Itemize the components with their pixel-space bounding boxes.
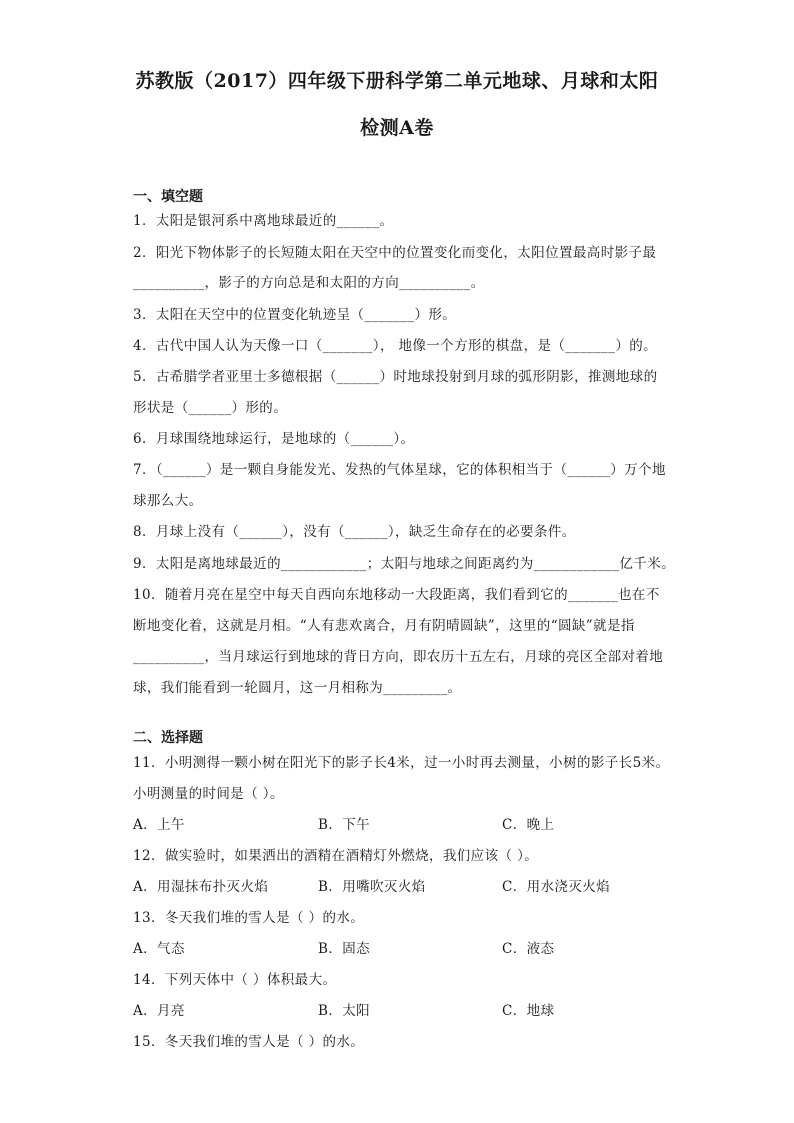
document-title: 苏教版（2017）四年级下册科学第二单元地球、月球和太阳	[135, 70, 659, 92]
question-10-line-2: 断地变化着，这就是月相。“人有悲欢离合，月有阴晴圆缺”，这里的“圆缺”就是指	[133, 618, 635, 634]
question-11-option-b: B．下午	[318, 817, 371, 833]
question-10-line-1: 10．随着月亮在星空中每天自西向东地移动一大段距离，我们看到它的_______也在不	[133, 587, 660, 603]
question-2-line-1: 2．阳光下物体影子的长短随太阳在天空中的位置变化而变化，太阳位置最高时影子最	[133, 245, 657, 261]
document-subtitle: 检测A卷	[360, 117, 434, 139]
question-11-option-a: A．上午	[133, 817, 185, 833]
question-11-line-2: 小明测量的时间是（ ）。	[133, 786, 284, 802]
question-13-option-b: B．固态	[318, 941, 371, 957]
question-14-option-c: C．地球	[502, 1003, 555, 1019]
question-1: 1．太阳是银河系中离地球最近的______。	[133, 213, 394, 229]
section-heading-multiple-choice: 二、选择题	[133, 730, 203, 746]
question-5-line-1: 5．古希腊学者亚里士多德根据（______）时地球投射到月球的弧形阴影，推测地球的	[133, 369, 658, 385]
question-15: 15．冬天我们堆的雪人是（ ）的水。	[133, 1034, 365, 1050]
question-14-option-b: B．太阳	[318, 1003, 371, 1019]
question-14-option-a: A．月亮	[133, 1003, 185, 1019]
question-13-option-a: A．气态	[133, 941, 185, 957]
question-5-line-2: 形状是（______）形的。	[133, 400, 288, 416]
question-14: 14．下列天体中（ ）体积最大。	[133, 972, 337, 988]
question-12-option-b: B．用嘴吹灭火焰	[318, 879, 426, 895]
question-9: 9．太阳是离地球最近的____________；太阳与地球之间距离约为____________亿千米。	[133, 556, 675, 572]
question-11-line-1: 11．小明测得一颗小树在阳光下的影子长4米，过一小时再去测量，小树的影子长5米。	[133, 755, 670, 771]
question-7-line-1: 7．（______）是一颗自身能发光、发热的气体星球，它的体积相当于（______）万个地	[133, 462, 666, 478]
question-10-line-4: 球，我们能看到一轮圆月，这一月相称为_________。	[133, 680, 462, 696]
question-11-option-c: C．晚上	[502, 817, 555, 833]
question-12-option-a: A．用湿抹布扑灭火焰	[133, 879, 269, 895]
question-3: 3．太阳在天空中的位置变化轨迹呈（_______）形。	[133, 307, 457, 323]
question-7-line-2: 球那么大。	[133, 493, 203, 509]
question-4: 4．古代中国人认为天像一口（_______）， 地像一个方形的棋盘，是（_______）的。	[133, 338, 658, 354]
question-2-line-2: __________，影子的方向总是和太阳的方向__________。	[133, 275, 485, 291]
question-6: 6．月球围绕地球运行，是地球的（______）。	[133, 431, 415, 447]
question-12: 12．做实验时，如果洒出的酒精在酒精灯外燃烧，我们应该（ ）。	[133, 848, 539, 864]
question-12-option-c: C．用水浇灭火焰	[502, 879, 611, 895]
question-13-option-c: C．液态	[502, 941, 555, 957]
question-10-line-3: __________，当月球运行到地球的背日方向，即农历十五左右，月球的亮区全部对着地	[133, 649, 664, 665]
section-heading-fill-in: 一、填空题	[133, 189, 203, 205]
question-13: 13．冬天我们堆的雪人是（ ）的水。	[133, 910, 365, 926]
question-8: 8．月球上没有（______），没有（______），缺乏生命存在的必要条件。	[133, 524, 576, 540]
